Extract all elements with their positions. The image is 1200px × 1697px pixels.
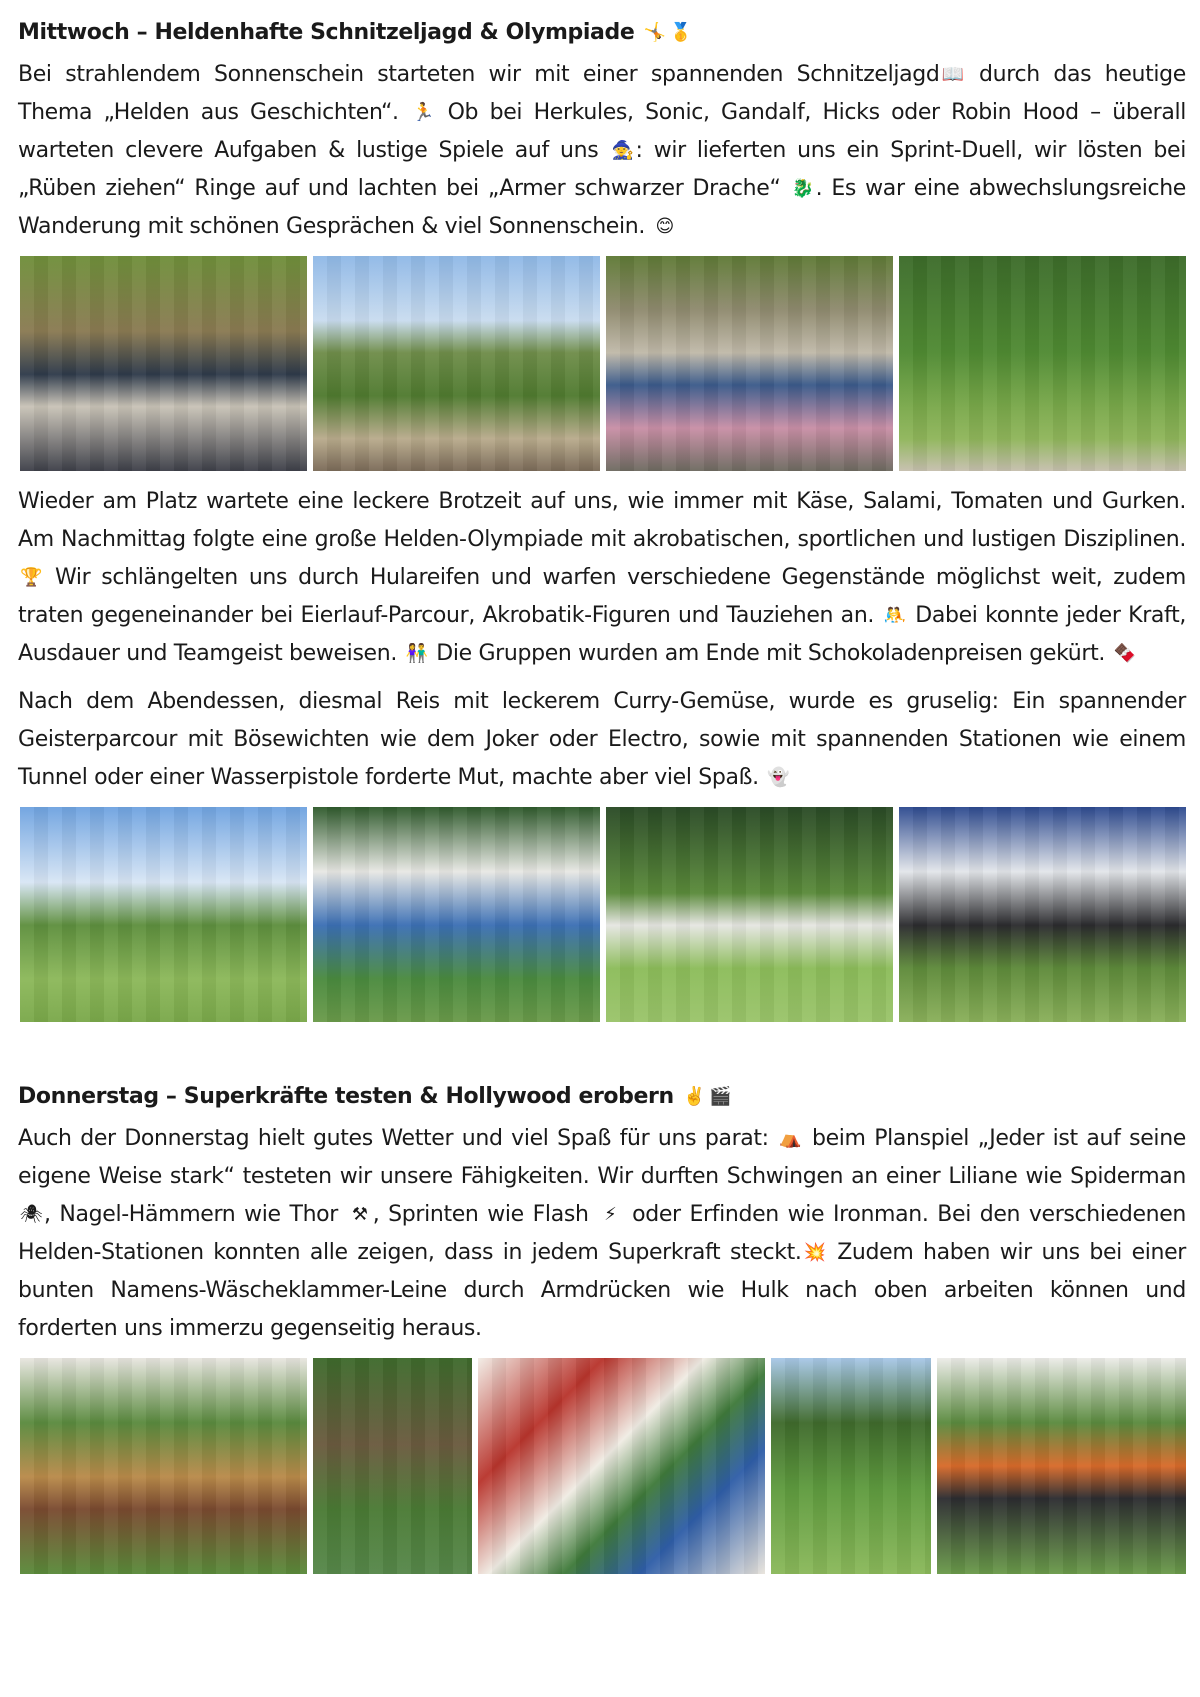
text: Ob bei Herkules, Sonic, Gandalf, Hicks oder Robin Hood – überall warteten clevere Aufgaben & lustige Spiele auf uns — [18, 100, 1186, 163]
chocolate-icon: 🍫 — [1113, 643, 1136, 664]
wizard-icon: 🧙 — [611, 140, 634, 161]
smile-icon: 😊 — [655, 216, 674, 237]
clapperboard-icon: 🎬 — [708, 1086, 731, 1107]
photo-hiking-path — [313, 256, 600, 471]
photo-tent-meadow — [606, 807, 893, 1022]
photo-hero-cards — [478, 1358, 765, 1574]
photo-group-table — [899, 807, 1186, 1022]
text: Zudem haben wir uns bei einer bunten Namens-Wäscheklammer-Leine durch Armdrücken wie Hulk nach oben arbeiten können und forderten uns immerzu gegenseitig heraus. — [18, 1240, 1186, 1341]
text: oder Erfinden wie Ironman. Bei den verschiedenen Helden-Stationen konnten alle zeigen, dass in jedem Superkraft steckt. — [18, 1202, 1186, 1265]
photo-meadow-walk — [899, 256, 1186, 471]
photo-field-games — [20, 807, 307, 1022]
title-text: Mittwoch – Heldenhafte Schnitzeljagd & Olympiade — [18, 20, 635, 45]
section-title-mittwoch — [18, 18, 1186, 48]
text: beim Planspiel „Jeder ist auf seine eigene Weise stark“ testeten wir unsere Fähigkeiten. Wir durften Schwingen an einer Liliane wie Spiderman — [18, 1126, 1186, 1189]
gymnast-icon: 🤸 — [643, 22, 666, 43]
paragraph-mittwoch-2 — [18, 483, 1186, 673]
trophy-icon: 🏆 — [19, 567, 43, 588]
text: , Nagel-Hämmern wie Thor — [44, 1202, 338, 1227]
photo-row-1 — [20, 256, 1186, 471]
photo-lunch-table — [20, 256, 307, 471]
photo-acrobatics — [313, 807, 600, 1022]
text: Wieder am Platz wartete eine leckere Brotzeit auf uns, wie immer mit Käse, Salami, Tomaten und Gurken. Am Nachmittag folgte eine große Helden-Olympiade mit akrobatischen, sportlichen und lustigen Disziplinen. — [18, 489, 1186, 552]
book-icon: 📖 — [941, 64, 964, 85]
text: Bei strahlendem Sonnenschein starteten wir mit einer spannenden Schnitzeljagd — [18, 62, 940, 87]
photo-row-3 — [20, 1358, 1186, 1574]
spider-icon: 🕷 — [19, 1204, 43, 1225]
paragraph-mittwoch-1 — [18, 56, 1186, 246]
runner-icon: 🏃 — [412, 102, 435, 123]
document-page — [18, 18, 1186, 1586]
photo-snack-table — [20, 1358, 307, 1574]
collision-icon: 💥 — [803, 1242, 826, 1263]
medal-icon: 🥇 — [669, 22, 692, 43]
spacer — [18, 1034, 1186, 1082]
text: , Sprinten wie Flash — [372, 1202, 589, 1227]
title-text: Donnerstag – Superkräfte testen & Hollywood erobern — [18, 1084, 674, 1109]
text: durch das heutige Thema „Helden aus Geschichten“. — [18, 62, 1186, 125]
wrestlers-icon: 🤼 — [883, 605, 906, 626]
tent-icon: ⛺ — [779, 1128, 802, 1149]
text: . Es war eine abwechslungsreiche Wanderung mit schönen Gesprächen & viel Sonnenschein. — [18, 176, 1186, 239]
couple-icon: 👫 — [405, 643, 428, 664]
photo-kids-circle — [606, 256, 893, 471]
photo-row-2 — [20, 807, 1186, 1022]
text: Auch der Donnerstag hielt gutes Wetter und viel Spaß für uns parat: — [18, 1126, 769, 1151]
lightning-icon: ⚡ — [604, 1204, 617, 1225]
hammer-icon: ⚒ — [351, 1204, 368, 1225]
text: Nach dem Abendessen, diesmal Reis mit leckerem Curry-Gemüse, wurde es gruselig: Ein spannender Geisterparcour mit Bösewichten wie dem Joker oder Electro, sowie mit spannenden Stationen wie einem Tunnel oder einer Wasserpistole forderte Mut, machte aber viel Spaß. — [18, 689, 1186, 790]
photo-hammering — [937, 1358, 1186, 1574]
section-title-donnerstag — [18, 1082, 1186, 1112]
victory-hand-icon: ✌️ — [682, 1086, 705, 1107]
photo-sprint — [771, 1358, 930, 1574]
text: : wir lieferten uns ein Sprint-Duell, wir lösten bei „Rüben ziehen“ Ringe auf und lachten bei „Armer schwarzer Drache“ — [18, 138, 1186, 201]
dragon-icon: 🐉 — [791, 178, 814, 199]
paragraph-mittwoch-3 — [18, 683, 1186, 797]
text: Wir schlängelten uns durch Hulareifen und warfen verschiedene Gegenstände möglichst weit, zudem traten gegeneinander bei Eierlauf-Parcour, Akrobatik-Figuren und Tauziehen an. — [18, 565, 1186, 628]
text: Die Gruppen wurden am Ende mit Schokoladenpreisen gekürt. — [436, 641, 1105, 666]
text: Dabei konnte jeder Kraft, Ausdauer und Teamgeist beweisen. — [18, 603, 1186, 666]
paragraph-donnerstag-1 — [18, 1120, 1186, 1348]
photo-tree-swing — [313, 1358, 472, 1574]
ghost-icon: 👻 — [767, 767, 790, 788]
